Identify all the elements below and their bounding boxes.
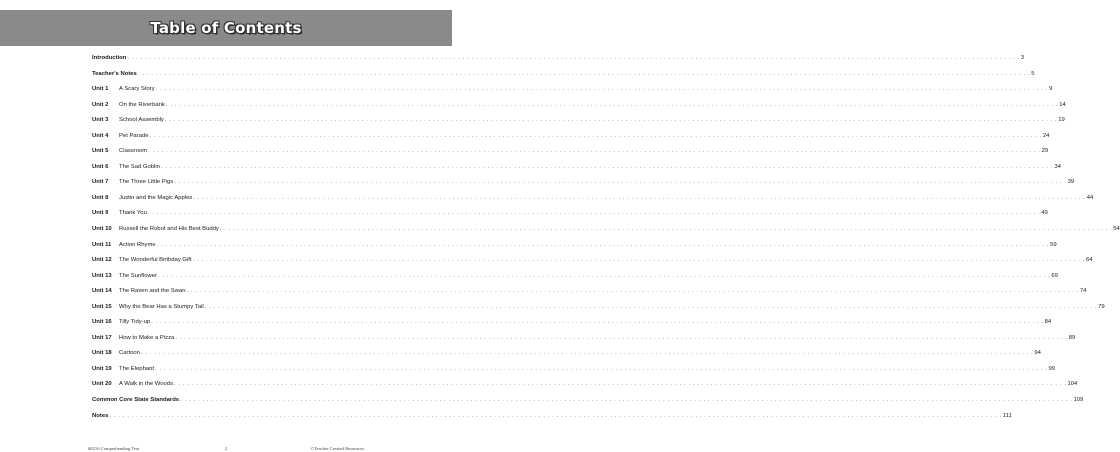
toc-unit-label: Unit 18 (92, 350, 112, 357)
toc-entry (92, 409, 1012, 425)
toc-entry-title: Classroom (119, 148, 148, 155)
toc-entry-title: Introduction (92, 55, 127, 61)
dot-leader: . . . . . . . . . . . . . . . . . . . . . . . . . . . . . . . . . . . . . . . . . . . . . . . . . . . . . . . . . . . . . . . . . . . . . . . . . . . . . . . . . . . . . . . . . . . . . . . . . . . . . . . . . . . . . . . . . . . . . . . . . . . . . . . . . . . . . . . . . . . . . . . . . . . . . . . . . . . . . . . . . . . . . . . . . . . . . . . . . . . . . . . . . . . . . . . . . . . . . . . . (193, 194, 1086, 201)
toc-entry (92, 362, 1056, 378)
dot-leader: . . . . . . . . . . . . . . . . . . . . . . . . . . . . . . . . . . . . . . . . . . . . . . . . . . . . . . . . . . . . . . . . . . . . . . . . . . . . . . . . . . . . . . . . . . . . . . . . . . . . . . . . . . . . . . . . . . . . . . . . . . . . . . . . . . . . . . . . . . . . . . . . . . . . . . . . . . . . . . . . . . . . . . . . . . . . . . . . . . . . . . . . . . . . . . . . . . . . . . . . (204, 303, 1098, 310)
toc-entry-title: Thank You (119, 210, 147, 217)
toc-entry (92, 222, 1120, 238)
footer-product-code: #8216 Comprehending Text (88, 446, 140, 451)
toc-entry (92, 300, 1105, 316)
dot-leader: . . . . . . . . . . . . . . . . . . . . . . . . . . . . . . . . . . . . . . . . . . . . . . . . . . . . . . . . . . . . . . . . . . . . . . . . . . . . . . . . . . . . . . . . . . . . . . . . . . . . . . . . . . . . . . . . . . . . . . . . . . . . . . . . . . . . . . . . . . . . . . . . . . . . . . . . . . . . . . . . . . . . . . . . . . . . . . . . . . . . . . . . . . . . . . . . . . . . . . . . (192, 257, 1085, 264)
toc-entry-title: Notes (92, 412, 109, 419)
toc-entry-title: The Three Little Pigs (119, 179, 174, 186)
toc-entry-title: A Scary Story (119, 86, 155, 93)
toc-page-number: 44 (1086, 194, 1094, 201)
toc-page-number: 99 (1048, 365, 1056, 372)
toc-unit-label: Unit 9 (92, 210, 109, 217)
toc-unit-label: Unit 7 (92, 179, 109, 186)
toc-unit-label: Unit 14 (92, 288, 112, 295)
dot-leader: . . . . . . . . . . . . . . . . . . . . . . . . . . . . . . . . . . . . . . . . . . . . . . . . . . . . . . . . . . . . . . . . . . . . . . . . . . . . . . . . . . . . . . . . . . . . . . . . . . . . . . . . . . . . . . . . . . . . . . . . . . . . . . . . . . . . . . . . . . . . . . . . . . . . . . . . . . . . . . . . . . . . . . . . . . . . . . . . . . . . . . . . . . . . . . . . . . . . . . . . (164, 117, 1058, 124)
dot-leader: . . . . . . . . . . . . . . . . . . . . . . . . . . . . . . . . . . . . . . . . . . . . . . . . . . . . . . . . . . . . . . . . . . . . . . . . . . . . . . . . . . . . . . . . . . . . . . . . . . . . . . . . . . . . . . . . . . . . . . . . . . . . . . . . . . . . . . . . . . . . . . . . . . . . . . . . . . . . . . . . . . . . . . . . . . . . . . . . . . . . . . . . . . . . . . . . . . . . . . . . (180, 397, 1073, 404)
toc-page-number: 64 (1085, 257, 1093, 264)
toc-entry-title: The Wonderful Birthday Gift (119, 257, 192, 264)
toc-entry-title: Tilly Tidy-up (119, 319, 151, 326)
toc-unit-label: Unit 1 (92, 86, 109, 93)
toc-entry-title: Common Core State Standards (92, 397, 180, 404)
toc-entry-title: Teacher's Notes (92, 70, 137, 77)
toc-entry-title: Why the Bear Has a Stumpy Tail (119, 303, 204, 310)
toc-entry (92, 82, 1053, 98)
toc-entry (92, 284, 1087, 300)
dot-leader: . . . . . . . . . . . . . . . . . . . . . . . . . . . . . . . . . . . . . . . . . . . . . . . . . . . . . . . . . . . . . . . . . . . . . . . . . . . . . . . . . . . . . . . . . . . . . . . . . . . . . . . . . . . . . . . . . . . . . . . . . . . . . . . . . . . . . . . . . . . . . . . . . . . . . . . . . . . . . . . . . . . . . . . . . . . . . . . . . . . . . . . . . . . . . . . . . . . . . . . . (109, 412, 1002, 419)
toc-unit-label: Unit 4 (92, 132, 109, 139)
toc-page-number: 74 (1079, 288, 1087, 295)
page-footer (88, 446, 364, 451)
toc-page-number: 3 (1020, 55, 1025, 61)
dot-leader: . . . . . . . . . . . . . . . . . . . . . . . . . . . . . . . . . . . . . . . . . . . . . . . . . . . . . . . . . . . . . . . . . . . . . . . . . . . . . . . . . . . . . . . . . . . . . . . . . . . . . . . . . . . . . . . . . . . . . . . . . . . . . . . . . . . . . . . . . . . . . . . . . . . . . . . . . . . . . . . . . . . . . . . . . . . . . . . . . . . . . . . . . . . . . . . . . . . . . . . . (186, 288, 1079, 295)
footer-page-number: 2 (224, 446, 228, 451)
toc-entry (92, 191, 1094, 207)
toc-page-number: 24 (1042, 132, 1050, 139)
toc-entry (92, 315, 1052, 331)
toc-entry-title: How to Make a Pizza (119, 334, 175, 341)
toc-entry-title: School Assembly (119, 117, 164, 124)
toc-unit-label: Unit 17 (92, 334, 112, 341)
toc-entry (92, 113, 1065, 129)
toc-page-number: 84 (1044, 319, 1052, 326)
dot-leader: . . . . . . . . . . . . . . . . . . . . . . . . . . . . . . . . . . . . . . . . . . . . . . . . . . . . . . . . . . . . . . . . . . . . . . . . . . . . . . . . . . . . . . . . . . . . . . . . . . . . . . . . . . . . . . . . . . . . . . . . . . . . . . . . . . . . . . . . . . . . . . . . . . . . . . . . . . . . . . . . . . . . . . . . . . . . . . . . . . . . . . . . . . . . . . . . . . . . . . . . (140, 350, 1034, 357)
toc-entry-title: Pet Parade (119, 132, 149, 139)
toc-entry-title: Russell the Robot and His Best Buddy (119, 226, 219, 233)
dot-leader: . . . . . . . . . . . . . . . . . . . . . . . . . . . . . . . . . . . . . . . . . . . . . . . . . . . . . . . . . . . . . . . . . . . . . . . . . . . . . . . . . . . . . . . . . . . . . . . . . . . . . . . . . . . . . . . . . . . . . . . . . . . . . . . . . . . . . . . . . . . . . . . . . . . . . . . . . . . . . . . . . . . . . . . . . . . . . . . . . . . . . . . . . . . . . . . . . . . . . . . . (156, 241, 1050, 248)
toc-entry-title: Action Rhyme (119, 241, 156, 248)
footer-publisher: ©Teacher Created Resources (310, 446, 364, 451)
toc-page-number: 29 (1041, 148, 1049, 155)
toc-entry (92, 206, 1048, 222)
toc-page-number: 111 (1002, 412, 1012, 419)
toc-page-number: 5 (1031, 70, 1035, 77)
toc-unit-label: Unit 3 (92, 117, 109, 124)
dot-leader: . . . . . . . . . . . . . . . . . . . . . . . . . . . . . . . . . . . . . . . . . . . . . . . . . . . . . . . . . . . . . . . . . . . . . . . . . . . . . . . . . . . . . . . . . . . . . . . . . . . . . . . . . . . . . . . . . . . . . . . . . . . . . . . . . . . . . . . . . . . . . . . . . . . . . . . . . . . . . . . . . . . . . . . . . . . . . . . . . . . . . . . . . . . . . . . . . . . . . . . . (148, 148, 1041, 155)
toc-page-number: 104 (1067, 381, 1078, 388)
dot-leader: . . . . . . . . . . . . . . . . . . . . . . . . . . . . . . . . . . . . . . . . . . . . . . . . . . . . . . . . . . . . . . . . . . . . . . . . . . . . . . . . . . . . . . . . . . . . . . . . . . . . . . . . . . . . . . . . . . . . . . . . . . . . . . . . . . . . . . . . . . . . . . . . . . . . . . . . . . . . . . . . . . . . . . . . . . . . . . . . . . . . . . . . . . . . . . . . . . . . . . . . (155, 86, 1049, 93)
toc-entry-title: Justin and the Magic Apples (119, 194, 193, 201)
dot-leader: . . . . . . . . . . . . . . . . . . . . . . . . . . . . . . . . . . . . . . . . . . . . . . . . . . . . . . . . . . . . . . . . . . . . . . . . . . . . . . . . . . . . . . . . . . . . . . . . . . . . . . . . . . . . . . . . . . . . . . . . . . . . . . . . . . . . . . . . . . . . . . . . . . . . . . . . . . . . . . . . . . . . . . . . . . . . . . . . . . . . . . . . . . . . . . . . . . . . . . . . (137, 70, 1031, 77)
toc-entry-title: Cartoon (119, 350, 140, 357)
dot-leader: . . . . . . . . . . . . . . . . . . . . . . . . . . . . . . . . . . . . . . . . . . . . . . . . . . . . . . . . . . . . . . . . . . . . . . . . . . . . . . . . . . . . . . . . . . . . . . . . . . . . . . . . . . . . . . . . . . . . . . . . . . . . . . . . . . . . . . . . . . . . . . . . . . . . . . . . . . . . . . . . . . . . . . . . . . . . . . . . . . . . . . . . . . . . . . . . . . . . . . . . (175, 334, 1068, 341)
toc-page-number: 89 (1068, 334, 1076, 341)
toc-unit-label: Unit 16 (92, 319, 112, 326)
toc-page-number: 9 (1049, 86, 1053, 93)
toc-unit-label: Unit 6 (92, 163, 109, 170)
dot-leader: . . . . . . . . . . . . . . . . . . . . . . . . . . . . . . . . . . . . . . . . . . . . . . . . . . . . . . . . . . . . . . . . . . . . . . . . . . . . . . . . . . . . . . . . . . . . . . . . . . . . . . . . . . . . . . . . . . . . . . . . . . . . . . . . . . . . . . . . . . . . . . . . . . . . . . . . . . . . . . . . . . . . . . . . . . . . . . . . . . . . . . . . . . . . . . . . . . . . . . . . (147, 210, 1041, 217)
toc-entry-title: The Sad Goblin (119, 163, 160, 170)
toc-unit-label: Unit 12 (92, 257, 112, 264)
toc-page-number: 59 (1050, 241, 1057, 248)
toc-entry (92, 67, 1035, 83)
toc-page-number: 54 (1113, 226, 1120, 233)
toc-entry (92, 393, 1084, 409)
toc-entry-title: The Elephant (119, 365, 155, 372)
toc-entry-title: A Walk in the Woods (119, 381, 174, 388)
dot-leader: . . . . . . . . . . . . . . . . . . . . . . . . . . . . . . . . . . . . . . . . . . . . . . . . . . . . . . . . . . . . . . . . . . . . . . . . . . . . . . . . . . . . . . . . . . . . . . . . . . . . . . . . . . . . . . . . . . . . . . . . . . . . . . . . . . . . . . . . . . . . . . . . . . . . . . . . . . . . . . . . . . . . . . . . . . . . . . . . . . . . . . . . . . . . . . . . . . . . . . . . (174, 381, 1067, 388)
dot-leader: . . . . . . . . . . . . . . . . . . . . . . . . . . . . . . . . . . . . . . . . . . . . . . . . . . . . . . . . . . . . . . . . . . . . . . . . . . . . . . . . . . . . . . . . . . . . . . . . . . . . . . . . . . . . . . . . . . . . . . . . . . . . . . . . . . . . . . . . . . . . . . . . . . . . . . . . . . . . . . . . . . . . . . . . . . . . . . . . . . . . . . . . . . . . . . . . . . . . . . . . (155, 365, 1048, 372)
toc-entry (92, 377, 1078, 393)
toc-page-number: 14 (1059, 101, 1066, 108)
toc-unit-label: Unit 2 (92, 101, 109, 108)
dot-leader: . . . . . . . . . . . . . . . . . . . . . . . . . . . . . . . . . . . . . . . . . . . . . . . . . . . . . . . . . . . . . . . . . . . . . . . . . . . . . . . . . . . . . . . . . . . . . . . . . . . . . . . . . . . . . . . . . . . . . . . . . . . . . . . . . . . . . . . . . . . . . . . . . . . . . . . . . . . . . . . . . . . . . . . . . . . . . . . . . . . . . . . . . . . . . . . . . . . . . . . . (160, 163, 1054, 170)
dot-leader: . . . . . . . . . . . . . . . . . . . . . . . . . . . . . . . . . . . . . . . . . . . . . . . . . . . . . . . . . . . . . . . . . . . . . . . . . . . . . . . . . . . . . . . . . . . . . . . . . . . . . . . . . . . . . . . . . . . . . . . . . . . . . . . . . . . . . . . . . . . . . . . . . . . . . . . . . . . . . . . . . . . . . . . . . . . . . . . . . . . . . . . . . . . . . . . . . . . . . . . . (165, 101, 1059, 108)
toc-page-number: 34 (1054, 163, 1061, 170)
toc-entry (92, 160, 1061, 176)
toc-page-number: 109 (1073, 397, 1084, 404)
toc-unit-label: Unit 8 (92, 194, 109, 201)
toc-entry (92, 129, 1050, 145)
toc-page-number: 69 (1051, 272, 1058, 279)
toc-entry-title: The Sunflower (119, 272, 157, 279)
toc-page-number: 39 (1067, 179, 1075, 186)
toc-unit-label: Unit 5 (92, 148, 109, 155)
toc-page-number: 19 (1058, 117, 1065, 124)
toc-entry-title: On the Riverbank (119, 101, 165, 108)
toc-entry (92, 51, 1025, 67)
toc-unit-label: Unit 19 (92, 365, 112, 372)
toc-unit-label: Unit 15 (92, 303, 112, 310)
toc-entry (92, 238, 1057, 254)
toc-unit-label: Unit 20 (92, 381, 112, 388)
dot-leader: . . . . . . . . . . . . . . . . . . . . . . . . . . . . . . . . . . . . . . . . . . . . . . . . . . . . . . . . . . . . . . . . . . . . . . . . . . . . . . . . . . . . . . . . . . . . . . . . . . . . . . . . . . . . . . . . . . . . . . . . . . . . . . . . . . . . . . . . . . . . . . . . . . . . . . . . . . . . . . . . . . . . . . . . . . . . . . . . . . . . . . . . . . . . . . . . . . . . . . . . (151, 319, 1044, 326)
toc-unit-label: Unit 13 (92, 272, 112, 279)
toc-entry (92, 269, 1058, 285)
toc-entry (92, 253, 1093, 269)
dot-leader: . . . . . . . . . . . . . . . . . . . . . . . . . . . . . . . . . . . . . . . . . . . . . . . . . . . . . . . . . . . . . . . . . . . . . . . . . . . . . . . . . . . . . . . . . . . . . . . . . . . . . . . . . . . . . . . . . . . . . . . . . . . . . . . . . . . . . . . . . . . . . . . . . . . . . . . . . . . . . . . . . . . . . . . . . . . . . . . . . . . . . . . . . . . . . . . . . . . . . . . . (149, 132, 1042, 139)
toc-entry (92, 144, 1049, 160)
toc-page-number: 79 (1098, 303, 1105, 310)
toc-entry (92, 331, 1076, 347)
toc-entry (92, 175, 1075, 191)
toc-page-number: 49 (1041, 210, 1048, 217)
table-of-contents-list (92, 51, 1120, 424)
title-banner (0, 10, 452, 46)
dot-leader: . . . . . . . . . . . . . . . . . . . . . . . . . . . . . . . . . . . . . . . . . . . . . . . . . . . . . . . . . . . . . . . . . . . . . . . . . . . . . . . . . . . . . . . . . . . . . . . . . . . . . . . . . . . . . . . . . . . . . . . . . . . . . . . . . . . . . . . . . . . . . . . . . . . . . . . . . . . . . . . . . . . . . . . . . . . . . . . . . . . . . . . . . . . . . . . . . . . . . . . . (174, 179, 1067, 186)
toc-entry (92, 346, 1041, 362)
toc-unit-label: Unit 11 (92, 241, 112, 248)
dot-leader: . . . . . . . . . . . . . . . . . . . . . . . . . . . . . . . . . . . . . . . . . . . . . . . . . . . . . . . . . . . . . . . . . . . . . . . . . . . . . . . . . . . . . . . . . . . . . . . . . . . . . . . . . . . . . . . . . . . . . . . . . . . . . . . . . . . . . . . . . . . . . . . . . . . . . . . . . . . . . . . . . . . . . . . . . . . . . . . . . . . . . . . . . . . . . . . . . . . . . . . . (157, 272, 1051, 279)
toc-entry-title: The Raven and the Swan (119, 288, 186, 295)
page-title: Table of Contents (150, 19, 302, 37)
toc-page-number: 94 (1034, 350, 1041, 357)
toc-unit-label: Unit 10 (92, 226, 112, 233)
dot-leader: . . . . . . . . . . . . . . . . . . . . . . . . . . . . . . . . . . . . . . . . . . . . . . . . . . . . . . . . . . . . . . . . . . . . . . . . . . . . . . . . . . . . . . . . . . . . . . . . . . . . . . . . . . . . . . . . . . . . . . . . . . . . . . . . . . . . . . . . . . . . . . . . . . . . . . . . . . . . . . . . . . . . . . . . . . . . . . . . . . . . . . . . . . . . . . . . . . . . . . . . (127, 55, 1020, 61)
toc-entry (92, 98, 1066, 114)
dot-leader: . . . . . . . . . . . . . . . . . . . . . . . . . . . . . . . . . . . . . . . . . . . . . . . . . . . . . . . . . . . . . . . . . . . . . . . . . . . . . . . . . . . . . . . . . . . . . . . . . . . . . . . . . . . . . . . . . . . . . . . . . . . . . . . . . . . . . . . . . . . . . . . . . . . . . . . . . . . . . . . . . . . . . . . . . . . . . . . . . . . . . . . . . . . . . . . . . . . . . . . . (219, 226, 1113, 233)
